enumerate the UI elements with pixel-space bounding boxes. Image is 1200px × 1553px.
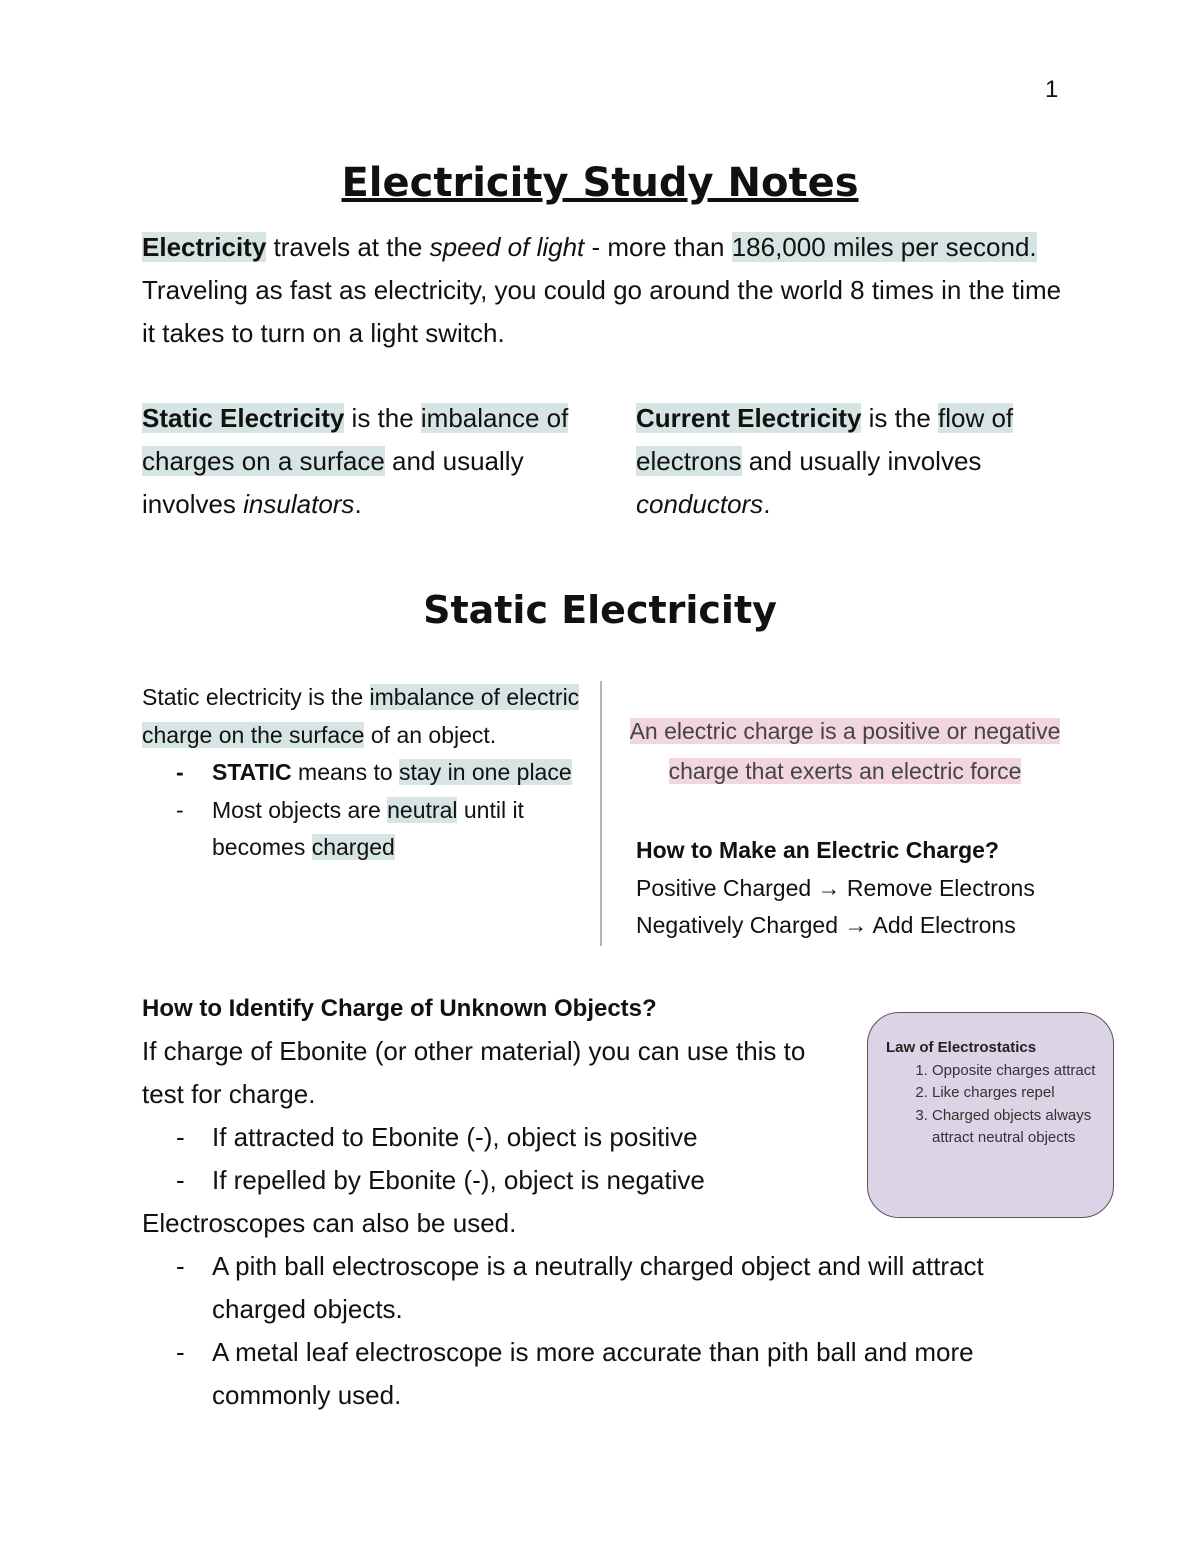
intro-text-3: Traveling as fast as electricity, you could go around the world 8 times in the time it takes to turn on a light switch.: [142, 275, 1062, 348]
dash-bullet: -: [176, 1251, 185, 1281]
bullet-text: A metal leaf electroscope is more accurate than pith ball and more commonly used.: [212, 1337, 974, 1410]
bullet-text: means to: [291, 759, 400, 785]
bullet-text: If attracted to Ebonite (-), object is positive: [212, 1122, 698, 1152]
identify-heading: How to Identify Charge of Unknown Objects?: [142, 995, 657, 1022]
identify-intro: If charge of Ebonite (or other material) you can use this to test for charge.: [142, 1036, 806, 1109]
static-def-highlight: imbalance of charges on a surface: [142, 403, 569, 476]
bullet-highlight-neutral: neutral: [387, 796, 458, 823]
static-def-text-1: is the: [344, 403, 421, 433]
dash-bullet: -: [176, 1122, 185, 1152]
column-divider: [600, 681, 602, 946]
list-item: 2. Like charges repel: [932, 1082, 1099, 1105]
make-charge-block: [636, 832, 1076, 945]
static-electricity-column: [142, 679, 582, 867]
list-item: 1. Opposite charges attract: [932, 1060, 1099, 1083]
negative-charged-line: Negatively Charged → Add Electrons: [636, 912, 1016, 938]
term-electricity: Electricity: [142, 232, 267, 262]
static-column-paragraph: [142, 679, 582, 754]
term-current-electricity: Current Electricity: [636, 403, 862, 433]
dash-bullet: -: [176, 1165, 185, 1195]
list-item: [142, 1245, 1062, 1331]
intro-paragraph: [142, 226, 1062, 355]
law-list: [886, 1060, 1099, 1150]
list-item: [142, 1331, 1062, 1417]
bullet-text: A pith ball electroscope is a neutrally charged object and will attract charged objects.: [212, 1251, 984, 1324]
static-def-insulators: insulators: [243, 489, 355, 519]
electroscopes-line: Electroscopes can also be used.: [142, 1208, 517, 1238]
bullet-text: Most objects are: [212, 796, 388, 823]
page-title: Electricity Study Notes: [341, 160, 859, 206]
speed-of-light: speed of light: [429, 232, 585, 262]
current-def-text-2: and usually involves: [741, 446, 982, 476]
charge-definition-highlight: An electric charge is a positive or negative charge that exerts an electric force: [629, 718, 1061, 784]
current-def-highlight: flow of electrons: [636, 403, 1014, 476]
speed-figure: 186,000 miles per second.: [731, 232, 1037, 262]
bullet-highlight: stay in one place: [399, 759, 572, 785]
positive-charged-line: Positive Charged → Remove Electrons: [636, 874, 1035, 901]
static-bullet-list: [142, 754, 582, 867]
list-item: [142, 792, 582, 867]
section-title-static-electricity: Static Electricity: [423, 588, 777, 632]
current-electricity-definition: [636, 397, 1076, 526]
page-number: 1: [1045, 76, 1059, 103]
bullet-text: If repelled by Ebonite (-), object is negative: [212, 1165, 705, 1195]
static-def-end: .: [354, 489, 362, 519]
dash-bullet: -: [176, 1337, 185, 1367]
static-col-highlight: imbalance of electric charge on the surface: [142, 684, 580, 748]
law-box-title: Law of Electrostatics: [886, 1039, 1037, 1056]
static-def-text-2: and usually involves: [142, 446, 524, 519]
electric-charge-definition: [625, 711, 1065, 791]
current-def-text-1: is the: [861, 403, 938, 433]
law-of-electrostatics-box: [867, 1012, 1114, 1218]
bullet-text-end: until it becomes: [212, 796, 524, 860]
electroscope-bullet-list: [142, 1245, 1062, 1417]
current-def-conductors: conductors: [636, 489, 764, 519]
term-static-electricity: Static Electricity: [142, 403, 345, 433]
list-item: [142, 754, 582, 792]
intro-text-2: - more than: [584, 232, 732, 262]
static-word: STATIC: [212, 759, 292, 785]
dash-bullet: -: [176, 796, 184, 823]
list-item: 3. Charged objects always attract neutral objects: [932, 1105, 1099, 1150]
bullet-highlight-charged: charged: [311, 834, 395, 860]
static-col-text-end: of an object.: [364, 721, 497, 748]
static-electricity-definition: [142, 397, 582, 526]
static-col-text-1: Static electricity is the: [142, 684, 370, 710]
intro-text-1: travels at the: [266, 232, 430, 262]
current-def-end: .: [763, 489, 771, 519]
dash-bullet: -: [176, 759, 184, 785]
make-charge-heading: How to Make an Electric Charge?: [636, 837, 999, 863]
